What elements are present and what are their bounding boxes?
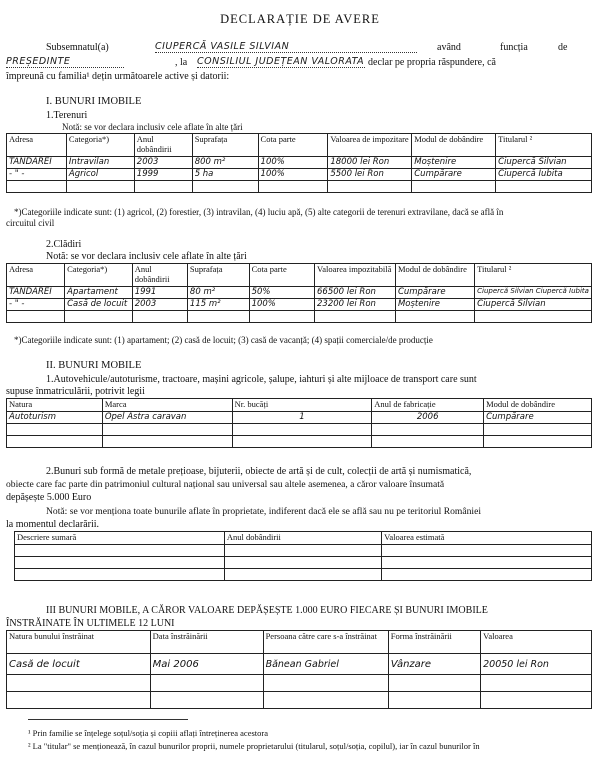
- col-header: Descriere sumară: [15, 532, 225, 545]
- table-cell: 2003: [134, 157, 192, 169]
- table-cell: 23200 lei Ron: [315, 299, 396, 311]
- table-cell: 100%: [258, 157, 328, 169]
- table-cell: [258, 181, 328, 193]
- table-cell: Ciupercă Silvian: [475, 299, 592, 311]
- table-cell: [388, 675, 480, 692]
- col-header: Valoarea de impozitare: [328, 134, 412, 157]
- table-cell: - " -: [7, 169, 67, 181]
- table-cell: [388, 692, 480, 709]
- col-header: Anul dobândirii: [224, 532, 381, 545]
- table-row: [7, 424, 592, 436]
- table-cell: [224, 545, 381, 557]
- col-header: Titularul ²: [475, 264, 592, 287]
- table-cell: [7, 436, 103, 448]
- table-cell: 20050 lei Ron: [481, 654, 592, 675]
- col-header: Modul de dobândire: [412, 134, 496, 157]
- cladiri-header-row: [7, 264, 592, 287]
- table-row: [7, 675, 592, 692]
- col-header: Adresa: [7, 134, 67, 157]
- valuables-paragraph: 2.Bunuri sub formă de metale prețioase, bijuterii, obiecte de artă și de cult, colecții de artă și numismatică,: [46, 466, 472, 477]
- col-header: Data înstrăinării: [150, 631, 263, 654]
- table-cell: [372, 424, 484, 436]
- valuables-paragraph-end: depășește 5.000 Euro: [6, 492, 92, 503]
- col-header: Anul de fabricație: [372, 399, 484, 412]
- col-header: Valoarea impozitabilă: [315, 264, 396, 287]
- terenuri-table: [6, 133, 592, 193]
- table-cell: [224, 569, 381, 581]
- table-cell: Casă de locuit: [7, 654, 151, 675]
- footnote-1: ¹ Prin familie se înțelege soțul/soția și copiii aflați întreținerea acestora: [28, 728, 268, 738]
- avand-text: având: [437, 42, 461, 53]
- valuables-table: [14, 531, 592, 581]
- table-cell: [315, 311, 396, 323]
- table-cell: [7, 181, 67, 193]
- vehicles-paragraph-cont: supuse înmatriculării, potrivit legii: [6, 386, 145, 397]
- table-cell: [232, 424, 372, 436]
- col-header: Anul dobândirii: [134, 134, 192, 157]
- table-cell: Bănean Gabriel: [263, 654, 388, 675]
- table-cell: [484, 424, 592, 436]
- alienated-table: [6, 630, 592, 709]
- table-cell: [7, 675, 151, 692]
- col-header: Suprafața: [192, 134, 258, 157]
- col-header: Persoana către care s-a înstrăinat: [263, 631, 388, 654]
- table-cell: [7, 424, 103, 436]
- table-cell: 5500 lei Ron: [328, 169, 412, 181]
- terenuri-note: Notă: se vor declara inclusiv cele aflate în alte țări: [62, 122, 243, 132]
- table-row: [7, 412, 592, 424]
- table-cell: [132, 311, 187, 323]
- table-cell: [187, 311, 249, 323]
- table-row: [15, 545, 592, 557]
- section-ii-heading: II. BUNURI MOBILE: [46, 360, 142, 371]
- table-cell: Ciupercă Iubita: [496, 169, 592, 181]
- terenuri-footnote-cont: circuitul civil: [6, 218, 55, 228]
- table-cell: [15, 545, 225, 557]
- table-cell: 2003: [132, 299, 187, 311]
- table-cell: Ciupercă Silvian Ciupercă Iubita: [475, 287, 592, 299]
- table-row: [7, 692, 592, 709]
- col-header: Titularul ²: [496, 134, 592, 157]
- footnote-2: ² La "titular" se menționează, în cazul bunurilor proprii, numele proprietarului (titularul, soțul/soția, copilul), iar în cazul bunurilor în: [28, 741, 480, 751]
- table-cell: 100%: [258, 169, 328, 181]
- table-cell: [412, 181, 496, 193]
- table-cell: Cumpărare: [395, 287, 474, 299]
- de-text: de: [558, 42, 568, 53]
- table-cell: [134, 181, 192, 193]
- footnote-rule: [28, 719, 188, 720]
- col-header: Valoarea: [481, 631, 592, 654]
- table-cell: [15, 569, 225, 581]
- la-text: , la: [175, 57, 188, 68]
- table-cell: [263, 675, 388, 692]
- col-header: Forma înstrăinării: [388, 631, 480, 654]
- table-cell: [382, 545, 592, 557]
- table-row: [7, 169, 592, 181]
- table-cell: [65, 311, 133, 323]
- table-cell: [150, 692, 263, 709]
- table-cell: [232, 436, 372, 448]
- table-cell: Mai 2006: [150, 654, 263, 675]
- table-cell: Cumpărare: [412, 169, 496, 181]
- table-row: [7, 436, 592, 448]
- table-cell: 18000 lei Ron: [328, 157, 412, 169]
- table-cell: TÂNDĂREI: [7, 287, 65, 299]
- col-header: Cota parte: [249, 264, 314, 287]
- table-cell: Opel Astra caravan: [102, 412, 232, 424]
- table-cell: Agricol: [66, 169, 134, 181]
- cladiri-footnote: *)Categoriile indicate sunt: (1) apartament; (2) casă de locuit; (3) casă de vacanță; (4) spații comerciale/de producție: [14, 335, 433, 345]
- declarant-name: CIUPERCĂ VASILE SILVIAN: [155, 41, 417, 53]
- col-header: Adresa: [7, 264, 65, 287]
- table-row: [7, 299, 592, 311]
- cladiri-table: [6, 263, 592, 323]
- table-row: [15, 569, 592, 581]
- terenuri-footnote: *)Categoriile indicate sunt: (1) agricol, (2) forestier, (3) intravilan, (4) luciu apă, (5) alte categorii de terenuri extravilane, dacă se află în: [14, 207, 504, 217]
- table-cell: Vânzare: [388, 654, 480, 675]
- table-cell: 1991: [132, 287, 187, 299]
- table-cell: Apartament: [65, 287, 133, 299]
- section-iii-heading: III BUNURI MOBILE, A CĂROR VALOARE DEPĂȘEȘTE 1.000 EURO FIECARE ȘI BUNURI IMOBILE: [46, 605, 488, 616]
- table-cell: [102, 436, 232, 448]
- table-cell: Moștenire: [412, 157, 496, 169]
- table-cell: [192, 181, 258, 193]
- table-cell: [475, 311, 592, 323]
- section-i-heading: I. BUNURI IMOBILE: [46, 96, 142, 107]
- table-cell: [224, 557, 381, 569]
- vehicles-paragraph: 1.Autovehicule/autoturisme, tractoare, mașini agricole, șalupe, iahturi și alte mijloace de transport care sunt: [46, 374, 477, 385]
- table-cell: 1: [232, 412, 372, 424]
- table-cell: Moștenire: [395, 299, 474, 311]
- terenuri-header-row: [7, 134, 592, 157]
- table-cell: [15, 557, 225, 569]
- table-cell: Cumpărare: [484, 412, 592, 424]
- col-header: Nr. bucăți: [232, 399, 372, 412]
- intro-line3: împreună cu familia¹ dețin următoarele active și datorii:: [6, 71, 230, 82]
- col-header: Modul de dobândire: [395, 264, 474, 287]
- table-cell: [395, 311, 474, 323]
- col-header: Valoarea estimată: [382, 532, 592, 545]
- table-cell: Casă de locuit: [65, 299, 133, 311]
- col-header: Marca: [102, 399, 232, 412]
- table-cell: [102, 424, 232, 436]
- table-cell: [496, 181, 592, 193]
- col-header: Categoria*): [65, 264, 133, 287]
- subsemnatul-label: Subsemnatul(a): [46, 42, 109, 53]
- table-row: [7, 311, 592, 323]
- table-row: [7, 157, 592, 169]
- col-header: Modul de dobândire: [484, 399, 592, 412]
- terenuri-subheading: 1.Terenuri: [46, 110, 88, 121]
- vehicles-table: [6, 398, 592, 448]
- declar-text: declar pe propria răspundere, că: [368, 57, 496, 68]
- table-cell: 5 ha: [192, 169, 258, 181]
- col-header: Categoria*): [66, 134, 134, 157]
- section-iii-heading-cont: ÎNSTRĂINATE ÎN ULTIMELE 12 LUNI: [6, 618, 175, 629]
- valuables-header-row: [15, 532, 592, 545]
- table-cell: [372, 436, 484, 448]
- table-cell: [481, 692, 592, 709]
- table-cell: Autoturism: [7, 412, 103, 424]
- table-row: [7, 654, 592, 675]
- institution-name: CONSILIUL JUDEȚEAN VALORATA: [197, 56, 365, 67]
- table-cell: [382, 557, 592, 569]
- document-title: DECLARAȚIE DE AVERE: [220, 12, 380, 26]
- col-header: Natura: [7, 399, 103, 412]
- table-cell: [7, 692, 151, 709]
- table-cell: 100%: [249, 299, 314, 311]
- valuables-note-cont: la momentul declarării.: [6, 519, 100, 530]
- col-header: Anul dobândirii: [132, 264, 187, 287]
- table-cell: 66500 lei Ron: [315, 287, 396, 299]
- valuables-note: Notă: se vor menționa toate bunurile aflate în proprietate, indiferent dacă ele se află sau nu pe teritoriul României: [46, 506, 482, 517]
- table-cell: [249, 311, 314, 323]
- col-header: Cota parte: [258, 134, 328, 157]
- table-cell: [484, 436, 592, 448]
- table-cell: 1999: [134, 169, 192, 181]
- function-value: PREȘEDINTE: [6, 56, 124, 68]
- table-cell: 2006: [372, 412, 484, 424]
- table-cell: [150, 675, 263, 692]
- cladiri-subheading: 2.Clădiri: [46, 239, 82, 250]
- table-cell: - " -: [7, 299, 65, 311]
- table-row: [15, 557, 592, 569]
- vehicles-header-row: [7, 399, 592, 412]
- alienated-header-row: [7, 631, 592, 654]
- table-row: [7, 181, 592, 193]
- table-cell: [382, 569, 592, 581]
- table-cell: 115 m²: [187, 299, 249, 311]
- table-cell: 50%: [249, 287, 314, 299]
- functia-text: funcția: [500, 42, 528, 53]
- table-cell: [7, 311, 65, 323]
- table-cell: 80 m²: [187, 287, 249, 299]
- table-cell: [328, 181, 412, 193]
- table-cell: [66, 181, 134, 193]
- table-cell: TÂNDĂREI: [7, 157, 67, 169]
- col-header: Natura bunului înstrăinat: [7, 631, 151, 654]
- table-cell: [481, 675, 592, 692]
- table-cell: Intravilan: [66, 157, 134, 169]
- table-row: [7, 287, 592, 299]
- valuables-paragraph-cont: obiecte care fac parte din patrimoniul cultural național sau universal sau altele asemenea, a căror valoare însumată: [6, 479, 445, 490]
- cladiri-note: Notă: se vor declara inclusiv cele aflate în alte țări: [46, 251, 247, 262]
- table-cell: Ciupercă Silvian: [496, 157, 592, 169]
- table-cell: 800 m²: [192, 157, 258, 169]
- table-cell: [263, 692, 388, 709]
- col-header: Suprafața: [187, 264, 249, 287]
